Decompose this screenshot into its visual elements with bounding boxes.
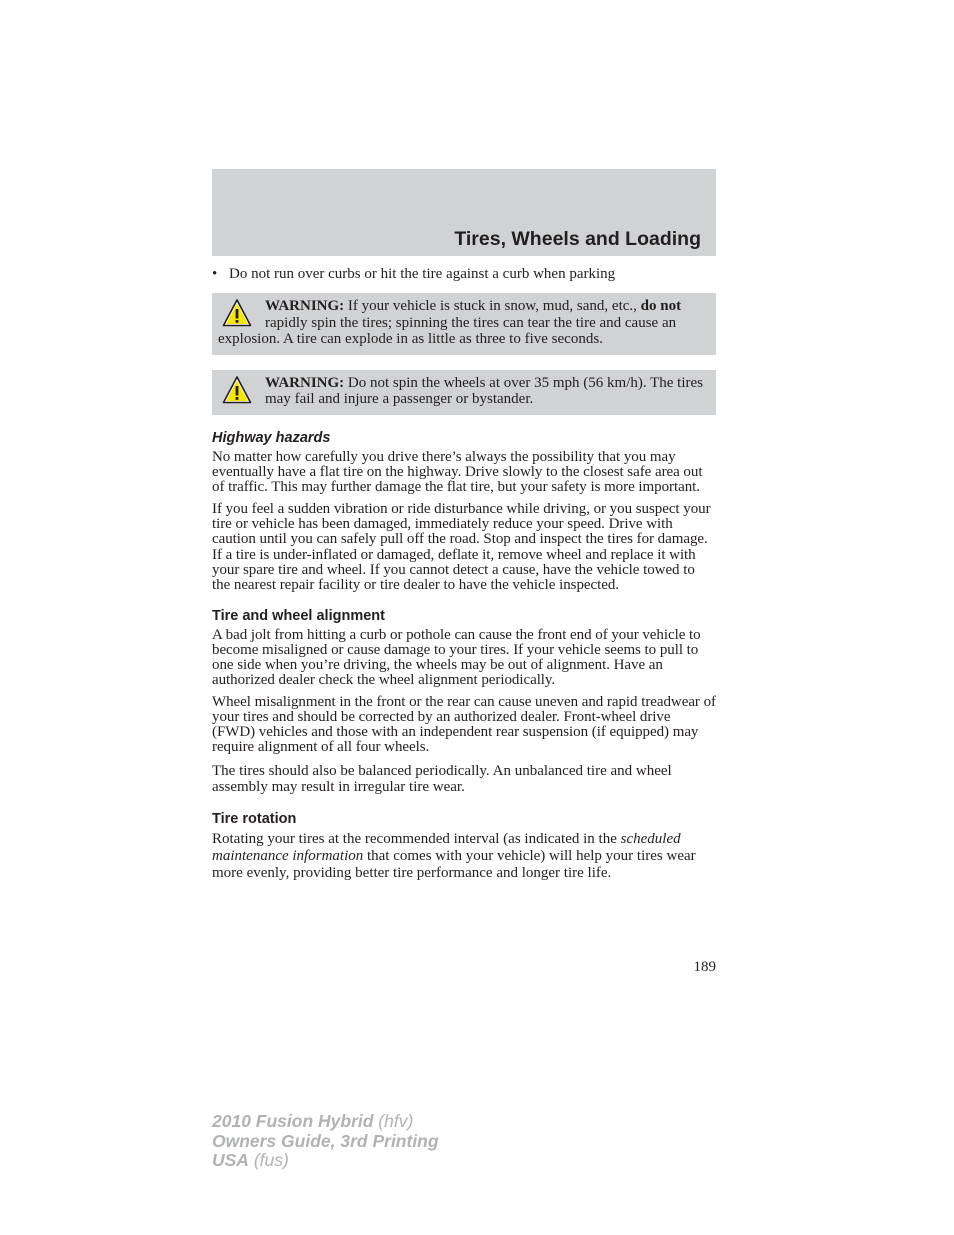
page-number: 189 <box>693 959 716 975</box>
paragraph: The tires should also be balanced periodically. An unbalanced tire and wheel assembly may result in irregular tire wear. <box>212 762 672 796</box>
paragraph-text: Rotating your tires at the recommended interval (as indicated in the <box>212 831 621 848</box>
paragraph: A bad jolt from hitting a curb or pothole can cause the front end of your vehicle to become misaligned or cause damage to your tires. If your vehicle seems to pull to one side when you’re driving, the wheels may be out of alignment. Have an authorized dealer check the wheel alignment periodically. <box>212 626 701 689</box>
footer-line-2 <box>212 1132 439 1152</box>
paragraph: Wheel misalignment in the front or the rear can cause uneven and rapid treadwear of your tires and should be corrected by an authorized dealer. Front-wheel drive (FWD) vehicles and those with an independent rear suspension (if equipped) may require alignment of all four wheels. <box>212 694 716 756</box>
warning-box-1 <box>212 293 716 355</box>
warning-emphasis: do not <box>640 298 682 314</box>
footer-line-1 <box>212 1112 439 1132</box>
footer-market-code: (fus) <box>248 1150 289 1170</box>
page-content <box>212 266 716 889</box>
bullet-marker: • <box>212 266 218 282</box>
section-heading-highway-hazards: Highway hazards <box>212 429 331 446</box>
warning-text: If your vehicle is stuck in snow, mud, sand, etc., <box>344 298 641 314</box>
footer-imprint <box>212 1112 439 1171</box>
section-heading-tire-rotation: Tire rotation <box>212 811 297 828</box>
warning-label: WARNING: <box>265 298 345 314</box>
warning-box-2 <box>212 370 716 415</box>
header-band <box>212 169 716 256</box>
paragraph <box>212 831 716 881</box>
paragraph: No matter how carefully you drive there’s always the possibility that you may eventually have a flat tire on the highway. Drive slowly to the closest safe area out of traffic. This may further damage the flat tire, but your safety is more important. <box>212 448 703 496</box>
emphasized-reference: scheduled maintenance information <box>212 831 681 864</box>
footer-model: 2010 Fusion Hybrid <box>212 1111 374 1131</box>
paragraph-text-continued: that comes with your vehicle) will help your tires wear more evenly, providing better tire performance and longer tire life. <box>212 847 696 881</box>
warning-text-continued: rapidly spin the tires; spinning the tires can tear the tire and cause an explosion. A tire can explode in as little as three to five seconds. <box>218 314 677 348</box>
warning-label: WARNING: <box>265 374 345 391</box>
paragraph: If you feel a sudden vibration or ride disturbance while driving, or you suspect your tire or vehicle has been damaged, immediately reduce your speed. Drive with caution until you can safely pull off the road. Stop and inspect the tires for damage. If a tire is under-inflated or damaged, deflate it, remove wheel and replace it with your spare tire and wheel. If you cannot detect a cause, have the vehicle towed to the nearest repair facility or tire dealer to have the vehicle inspected. <box>212 501 711 593</box>
footer-market: USA <box>212 1150 249 1170</box>
warning-triangle-icon <box>222 375 252 405</box>
footer-line-3 <box>212 1151 439 1171</box>
bullet-item <box>212 266 716 283</box>
section-heading-tire-wheel-alignment: Tire and wheel alignment <box>212 607 385 624</box>
warning-triangle-icon <box>222 298 252 328</box>
footer-model-code: (hfv) <box>373 1111 414 1131</box>
footer-edition: Owners Guide, 3rd Printing <box>212 1130 439 1151</box>
warning-text: Do not spin the wheels at over 35 mph (56 km/h). The tires may fail and injure a passenger or bystander. <box>265 374 703 408</box>
page-title: Tires, Wheels and Loading <box>454 228 701 250</box>
bullet-text: Do not run over curbs or hit the tire against a curb when parking <box>229 266 616 282</box>
